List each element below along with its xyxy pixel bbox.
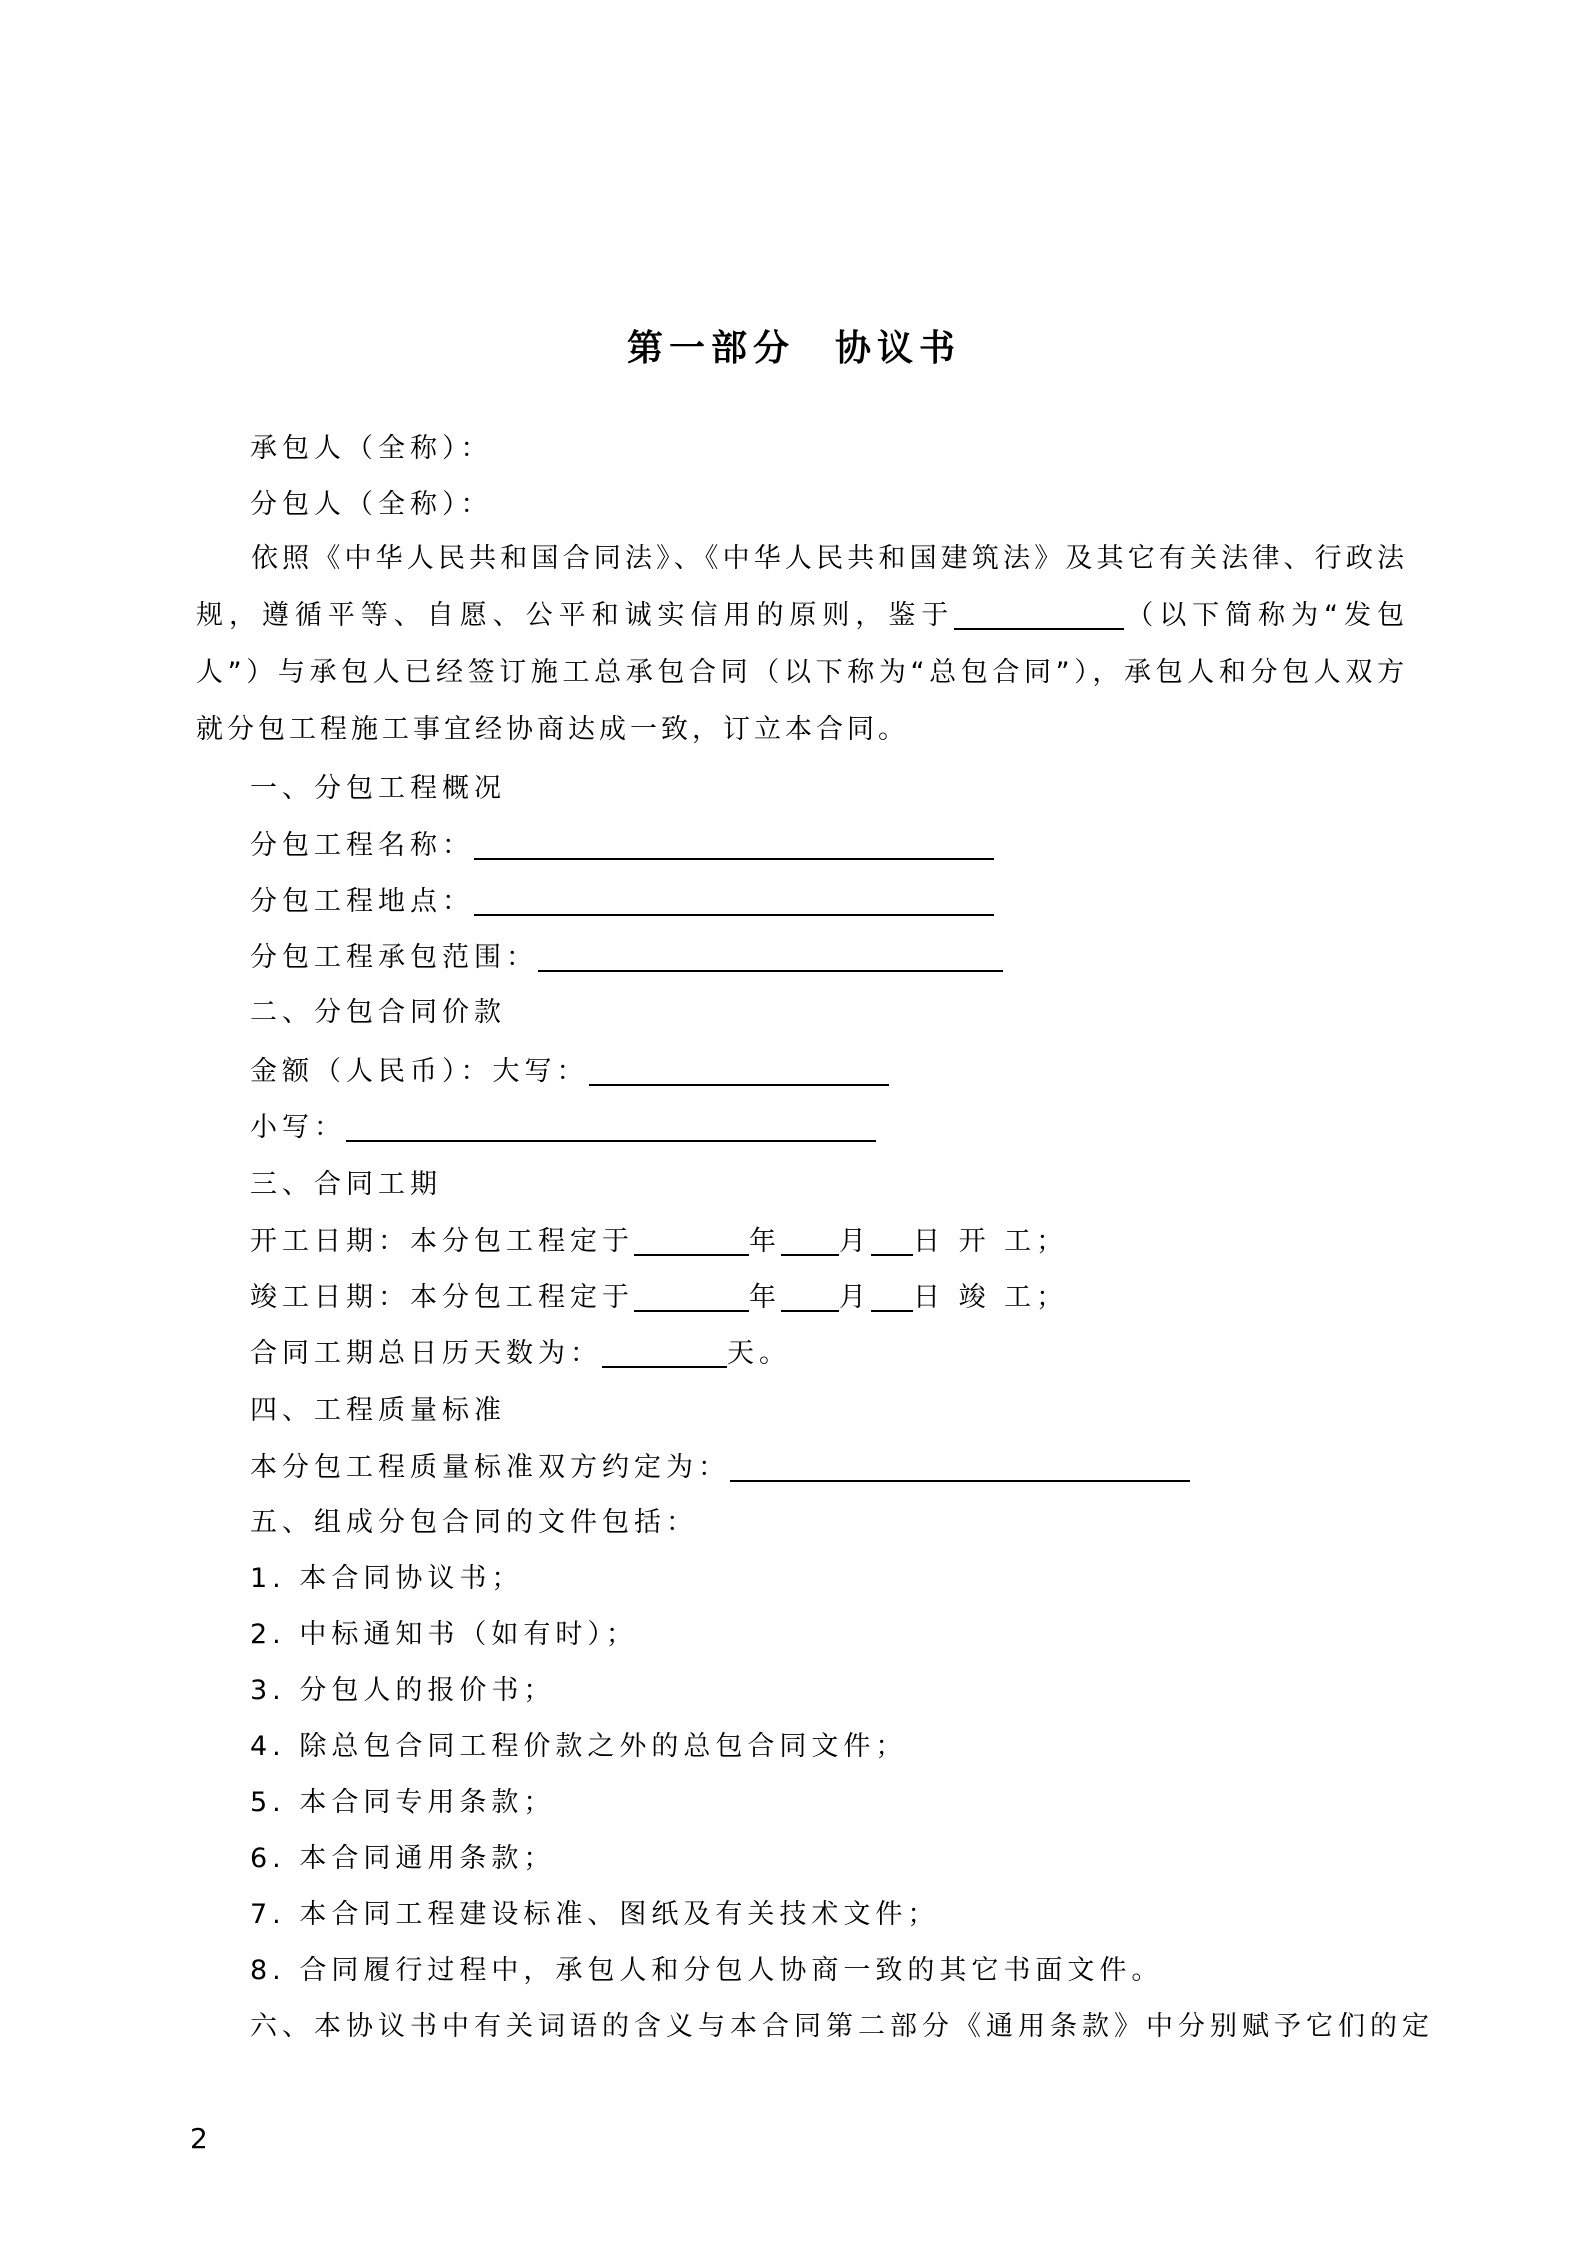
- document-list-item: 6. 本合同通用条款；: [250, 1843, 556, 1874]
- section-1-title: 一、分包工程概况: [250, 773, 506, 804]
- sub-project-location-blank: [474, 884, 994, 916]
- amount-figures-row: [250, 1110, 876, 1145]
- total-days-unit: 天。: [727, 1338, 791, 1369]
- document-list-item: 5. 本合同专用条款；: [250, 1787, 556, 1818]
- amount-figures-blank: [346, 1110, 876, 1142]
- sub-project-scope-blank: [538, 940, 1003, 972]
- sub-project-name-label: 分包工程名称：: [250, 830, 474, 861]
- start-month-label: 月: [839, 1226, 871, 1257]
- amount-capital-label: 金额（人民币）：大写：: [250, 1056, 589, 1087]
- document-list-item: 4. 除总包合同工程价款之外的总包合同文件；: [250, 1731, 908, 1762]
- end-year-label: 年: [749, 1282, 781, 1313]
- sub-project-location-label: 分包工程地点：: [250, 886, 474, 917]
- document-list-item: 7. 本合同工程建设标准、图纸及有关技术文件；: [250, 1899, 940, 1930]
- section-2-title: 二、分包合同价款: [250, 997, 506, 1028]
- employer-blank: [954, 598, 1124, 630]
- subcontractor-label: 分包人（全称）：: [250, 489, 493, 520]
- document-list-item: 2. 中标通知书（如有时）；: [250, 1619, 638, 1650]
- total-days-label: 合同工期总日历天数为：: [250, 1338, 602, 1369]
- total-days-row: [250, 1336, 791, 1371]
- start-year-blank: [634, 1224, 749, 1256]
- end-month-blank: [781, 1280, 839, 1312]
- document-list-item: 1. 本合同协议书；: [250, 1563, 524, 1594]
- title-name: 协议书: [835, 328, 962, 369]
- intro-paragraph: [196, 530, 1408, 758]
- start-day-label: 日 开 工；: [913, 1226, 1069, 1257]
- sub-project-scope-label: 分包工程承包范围：: [250, 942, 538, 973]
- end-date-label: 竣工日期：本分包工程定于: [250, 1282, 634, 1313]
- end-month-label: 月: [839, 1282, 871, 1313]
- amount-capital-blank: [589, 1054, 889, 1086]
- end-day-label: 日 竣 工；: [913, 1282, 1069, 1313]
- start-year-label: 年: [749, 1226, 781, 1257]
- start-date-label: 开工日期：本分包工程定于: [250, 1226, 634, 1257]
- document-list-item: 3. 分包人的报价书；: [250, 1675, 556, 1706]
- title-part: 第一部分: [626, 328, 795, 369]
- page-number: 2: [190, 2122, 208, 2155]
- section-6-text: 六、本协议书中有关词语的含义与本合同第二部分《通用条款》中分别赋予它们的定: [250, 2011, 1434, 2042]
- page-title: [0, 320, 1588, 371]
- sub-project-name-blank: [474, 828, 994, 860]
- start-date-row: [250, 1224, 1068, 1259]
- section-4-title: 四、工程质量标准: [250, 1395, 506, 1426]
- amount-capital-row: [250, 1054, 889, 1089]
- intro-text-1: 依照《中华人民共和国合同法》、《中华人民共和国建筑法》及其它有关法律、行政法规，遵循平等、自愿、公平和诚实信用的原则，鉴于: [196, 543, 1408, 631]
- start-month-blank: [781, 1224, 839, 1256]
- end-date-row: [250, 1280, 1068, 1315]
- intro-text-2: （以下简称为“发包人”）与承包人已经签订施工总承包合同（以下称为“总包合同”），承包人和分包人双方就分包工程施工事宜经协商达成一致，订立本合同。: [196, 600, 1408, 745]
- amount-figures-label: 小写：: [250, 1112, 346, 1143]
- quality-standard-row: [250, 1450, 1190, 1485]
- end-year-blank: [634, 1280, 749, 1312]
- quality-standard-label: 本分包工程质量标准双方约定为：: [250, 1452, 730, 1483]
- end-day-blank: [871, 1280, 913, 1312]
- sub-project-name-row: [250, 828, 994, 863]
- section-5-title: 五、组成分包合同的文件包括：: [250, 1507, 698, 1538]
- contractor-label: 承包人（全称）：: [250, 433, 493, 464]
- start-day-blank: [871, 1224, 913, 1256]
- sub-project-scope-row: [250, 940, 1003, 975]
- sub-project-location-row: [250, 884, 994, 919]
- section-3-title: 三、合同工期: [250, 1169, 442, 1200]
- total-days-blank: [602, 1336, 727, 1368]
- quality-standard-blank: [730, 1450, 1190, 1482]
- document-list-item: 8. 合同履行过程中，承包人和分包人协商一致的其它书面文件。: [250, 1955, 1164, 1986]
